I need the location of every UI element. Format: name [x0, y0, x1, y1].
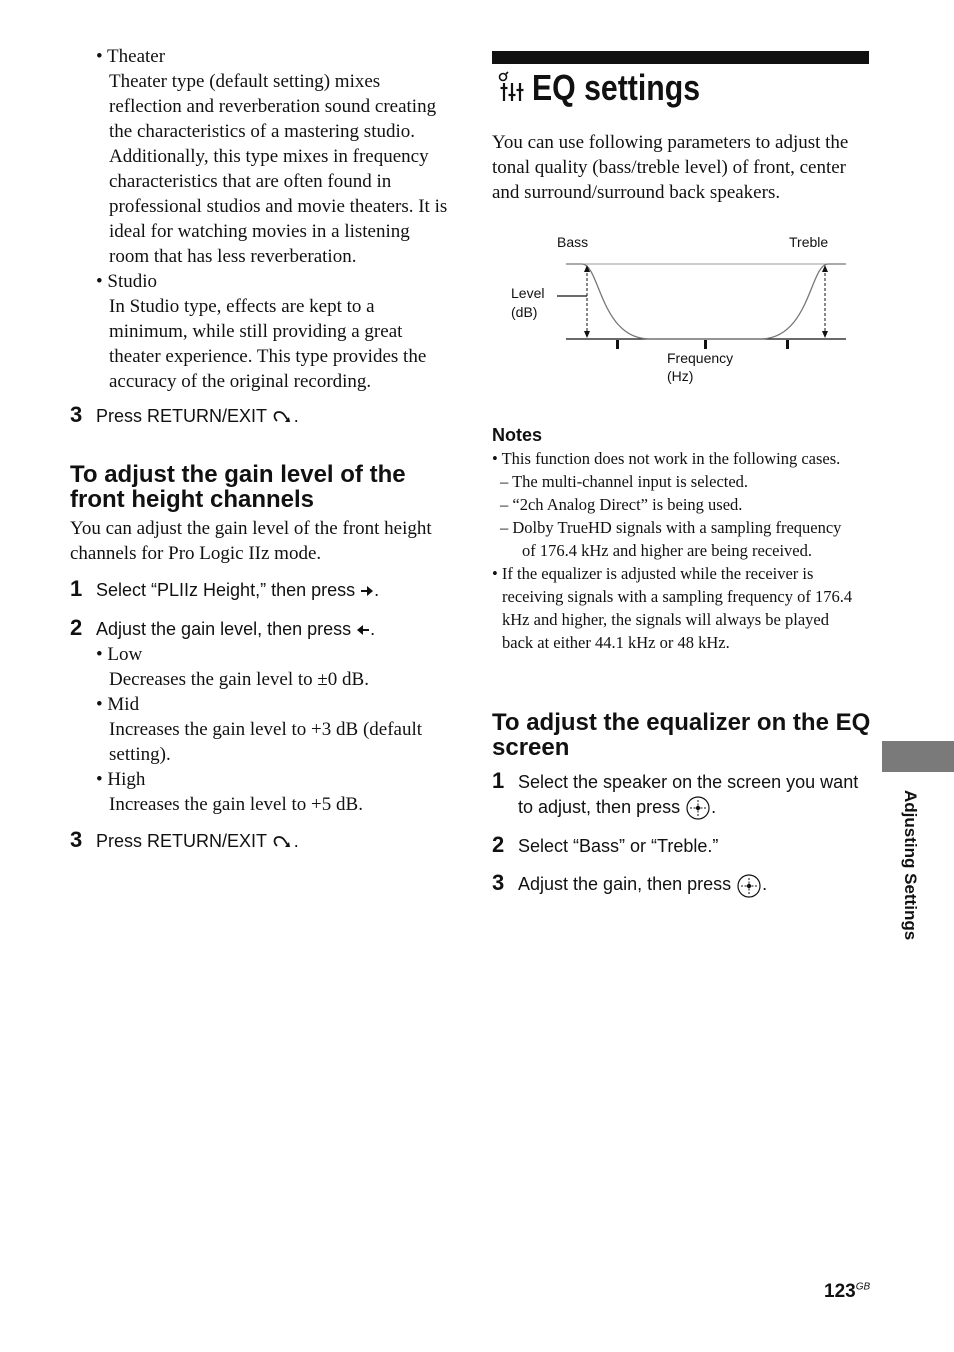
- theater-option: [70, 44, 448, 269]
- high-option: [70, 767, 448, 817]
- frequency-unit-label: (Hz): [667, 368, 694, 384]
- chapter-tab-marker: [882, 741, 954, 772]
- high-description: Increases the gain level to +5 dB.: [109, 794, 363, 815]
- low-description: Decreases the gain level to ±0 dB.: [109, 669, 369, 690]
- enter-button-icon: [685, 795, 711, 821]
- arrow-right-icon: [360, 585, 374, 597]
- note-sub-2: – “2ch Analog Direct” is being used.: [500, 495, 743, 514]
- step-text: Select the speaker on the screen you want to adjust, then press: [518, 772, 859, 817]
- frequency-label: Frequency: [667, 350, 734, 366]
- eq-screen-section: [492, 710, 872, 899]
- eq-curve-diagram: [500, 228, 860, 398]
- return-arrow-icon: [272, 409, 294, 425]
- page-number: [824, 1281, 870, 1303]
- note-2: • If the equalizer is adjusted while the receiver is receiving signals with a sampling frequency of 176.4 kHz and higher, the signals will always be played back at either 44.1 kHz or 48 kHz.: [492, 564, 853, 652]
- return-arrow-icon: [272, 834, 294, 850]
- eq-intro: You can use following parameters to adjust the tonal quality (bass/treble level) of front, center and surround/surround back speakers.: [492, 132, 849, 203]
- step-number: 1: [492, 768, 505, 793]
- mid-option: [70, 692, 448, 767]
- eq-step-3: 3 Adjust the gain, then press .: [492, 872, 872, 898]
- left-column: [70, 44, 448, 854]
- step-1-select-pliiz: 1 Select “PLIIz Height,” then press .: [70, 576, 380, 601]
- eq-step-1: 1 Select the speaker on the screen you want to adjust, then press .: [492, 770, 872, 821]
- page-number-suffix: GB: [855, 1281, 871, 1293]
- note-sub-1: – The multi-channel input is selected.: [500, 472, 749, 491]
- mid-description: Increases the gain level to +3 dB (default setting).: [109, 719, 423, 765]
- step-number: 3: [492, 870, 505, 896]
- theater-label: • Theater: [96, 46, 166, 67]
- step-text: Adjust the gain level, then press: [96, 619, 352, 639]
- step-3-return: 3 Press RETURN/EXIT .: [70, 402, 299, 427]
- bass-label: Bass: [557, 234, 589, 250]
- step-text: Adjust the gain, then press: [518, 874, 732, 895]
- gain-section-heading: To adjust the gain level of the front height channels: [70, 461, 406, 513]
- treble-tick: [786, 340, 789, 349]
- step-text: Press RETURN/EXIT: [96, 831, 267, 851]
- eq-response-curve: [566, 264, 846, 339]
- step-3-return-gain: 3 Press RETURN/EXIT .: [70, 827, 299, 852]
- mid-label: • Mid: [96, 694, 140, 715]
- step-2-adjust-gain: 2 Adjust the gain level, then press .: [70, 615, 376, 640]
- low-label: • Low: [96, 644, 143, 665]
- chapter-tab-label: [901, 790, 928, 970]
- eq-settings-title: [496, 66, 732, 110]
- step-text: Select “Bass” or “Treble.”: [518, 836, 719, 857]
- note-sub-3: – Dolby TrueHD signals with a sampling frequency of 176.4 kHz and higher are being received.: [500, 518, 842, 560]
- chapter-tab-text: Adjusting Settings: [901, 790, 920, 941]
- step-number: 3: [70, 827, 83, 852]
- high-label: • High: [96, 769, 146, 790]
- page-number-value: 123: [824, 1281, 856, 1302]
- center-tick: [704, 340, 707, 349]
- section-header-bar: [492, 51, 869, 64]
- bass-tick: [616, 340, 619, 349]
- eq-screen-heading: To adjust the equalizer on the EQ screen: [492, 709, 871, 761]
- studio-label: • Studio: [96, 271, 158, 292]
- arrow-left-icon: [356, 624, 370, 636]
- step-number: 2: [70, 615, 83, 640]
- enter-button-icon: [736, 873, 762, 899]
- treble-label: Treble: [789, 234, 829, 250]
- gain-section-intro: You can adjust the gain level of the front height channels for Pro Logic IIz mode.: [70, 518, 432, 564]
- level-unit-label: (dB): [511, 304, 538, 320]
- level-label: Level: [511, 285, 545, 301]
- notes-block: [492, 425, 874, 654]
- low-option: [70, 642, 448, 692]
- eq-settings-icon: [496, 71, 528, 105]
- studio-description: In Studio type, effects are kept to a minimum, while still providing a great theater experience. This type provides the accuracy of the original recording.: [109, 296, 427, 392]
- step-number: 2: [492, 832, 505, 858]
- studio-option: [70, 269, 448, 394]
- page-title: EQ settings: [532, 67, 701, 108]
- theater-description: Theater type (default setting) mixes reflection and reverberation sound creating the characteristics of a mastering studio. Additionally, this type mixes in frequency characteristics that are often found in professional studios and movie theaters. It is ideal for watching movies in a listening room that has less reverberation.: [109, 71, 448, 267]
- step-text: Select “PLIIz Height,” then press: [96, 580, 356, 600]
- note-1: • This function does not work in the following cases.: [492, 449, 841, 468]
- eq-step-2: [492, 834, 872, 859]
- notes-title: Notes: [492, 425, 543, 445]
- step-text: Press RETURN/EXIT: [96, 406, 267, 426]
- step-number: 3: [70, 402, 83, 427]
- step-number: 1: [70, 576, 83, 601]
